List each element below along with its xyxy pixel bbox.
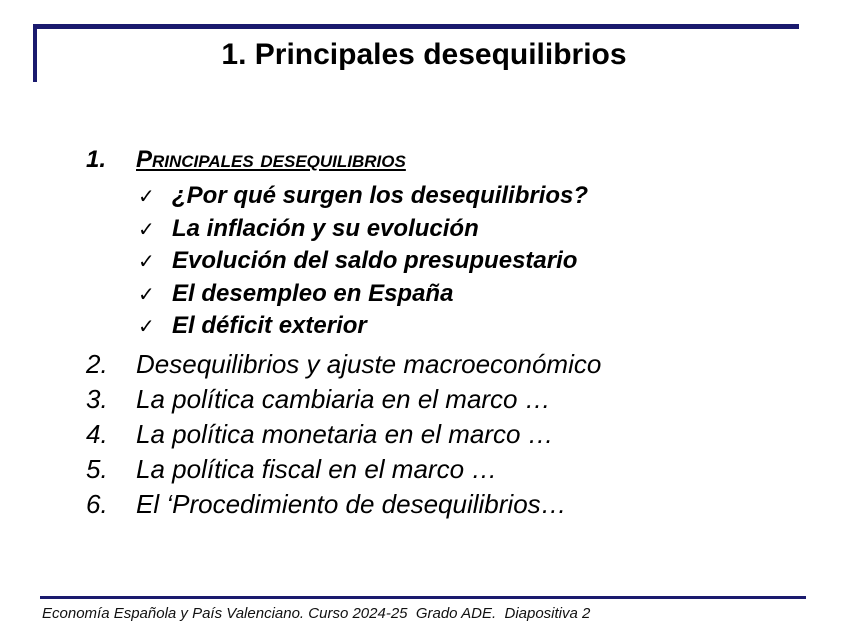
outline-number: 5. — [86, 453, 108, 484]
checkmark-icon: ✓ — [138, 281, 155, 306]
outline-item-4 — [86, 417, 786, 452]
outline-number: 1. — [86, 146, 107, 173]
outline-label: Desequilibrios y ajuste macroeconómico — [136, 348, 602, 379]
outline-label: La política monetaria en el marco … — [136, 418, 554, 449]
sub-topic-item — [138, 245, 786, 278]
outline-number: 2. — [86, 348, 108, 379]
outline-number: 6. — [86, 488, 108, 519]
outline-item-3 — [86, 382, 786, 417]
checkmark-icon: ✓ — [138, 249, 155, 273]
outline-label: La política cambiaria en el marco … — [136, 383, 551, 414]
sub-topic-label: El déficit exterior — [172, 312, 367, 339]
checkmark-icon: ✓ — [138, 216, 155, 241]
outline-number: 3. — [86, 383, 108, 414]
footer-rule — [40, 596, 806, 599]
sub-topic-item — [138, 213, 786, 246]
outline-label: La política fiscal en el marco … — [136, 453, 498, 484]
outline-label: Principales desequilibrios — [136, 146, 406, 173]
outline-item-1 — [86, 140, 786, 180]
outline-item-6 — [86, 487, 786, 522]
slide-title: 1. Principales desequilibrios — [221, 38, 627, 71]
sub-topic-label: La inflación y su evolución — [172, 214, 479, 242]
sub-topic-label: Evolución del saldo presupuestario — [172, 247, 578, 274]
sub-topic-label: ¿Por qué surgen los desequilibrios? — [172, 182, 589, 209]
slide-footer: Economía Española y País Valenciano. Curso 2024-25 Grado ADE. Diapositiva 2 — [42, 605, 591, 622]
title-top-rule — [33, 24, 799, 29]
sub-topic-item — [138, 310, 786, 343]
checkmark-icon: ✓ — [138, 314, 155, 338]
outline-label: El ‘Procedimiento de desequilibrios… — [136, 488, 567, 519]
outline-item-2 — [86, 347, 786, 382]
sub-topic-item — [138, 180, 786, 213]
sub-topic-item — [138, 278, 786, 311]
outline-list — [86, 140, 786, 522]
sub-topic-label: El desempleo en España — [172, 279, 454, 307]
sub-topic-list — [138, 180, 786, 343]
outline-item-5 — [86, 452, 786, 487]
checkmark-icon: ✓ — [138, 184, 155, 208]
outline-number: 4. — [86, 418, 108, 449]
